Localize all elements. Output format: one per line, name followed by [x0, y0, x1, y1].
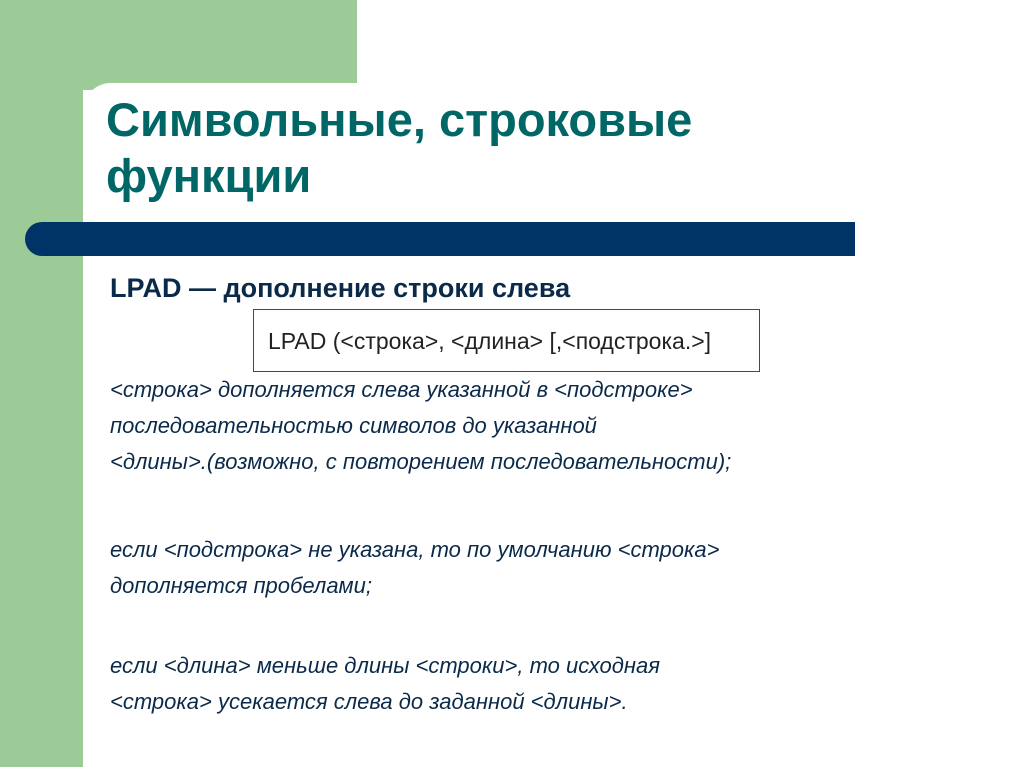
- text-line: <строка> усекается слева до заданной <длины>.: [110, 689, 628, 714]
- slide-title: [106, 92, 692, 204]
- decor-green-column: [0, 0, 83, 767]
- text-line: если <длина> меньше длины <строки>, то исходная: [110, 653, 661, 678]
- paragraph-1: [110, 372, 731, 480]
- slide-subtitle: LPAD — дополнение строки слева: [110, 273, 571, 303]
- paragraph-3: [110, 648, 660, 720]
- text-line: <строка> дополняется слева указанной в <подстроке>: [110, 377, 693, 402]
- title-line-1: Символьные, строковые: [106, 93, 693, 146]
- decor-navy-bar: [25, 222, 855, 256]
- text-line: последовательностью символов до указанной: [110, 413, 597, 438]
- text-line: если <подстрока> не указана, то по умолчанию <строка>: [110, 537, 720, 562]
- text-line: дополняется пробелами;: [110, 573, 372, 598]
- paragraph-2: [110, 532, 719, 604]
- text-line: <длины>.(возможно, с повторением последовательности);: [110, 449, 732, 474]
- title-line-2: функции: [106, 149, 312, 202]
- syntax-box: LPAD (<строка>, <длина> [,<подстрока.>]: [253, 309, 760, 372]
